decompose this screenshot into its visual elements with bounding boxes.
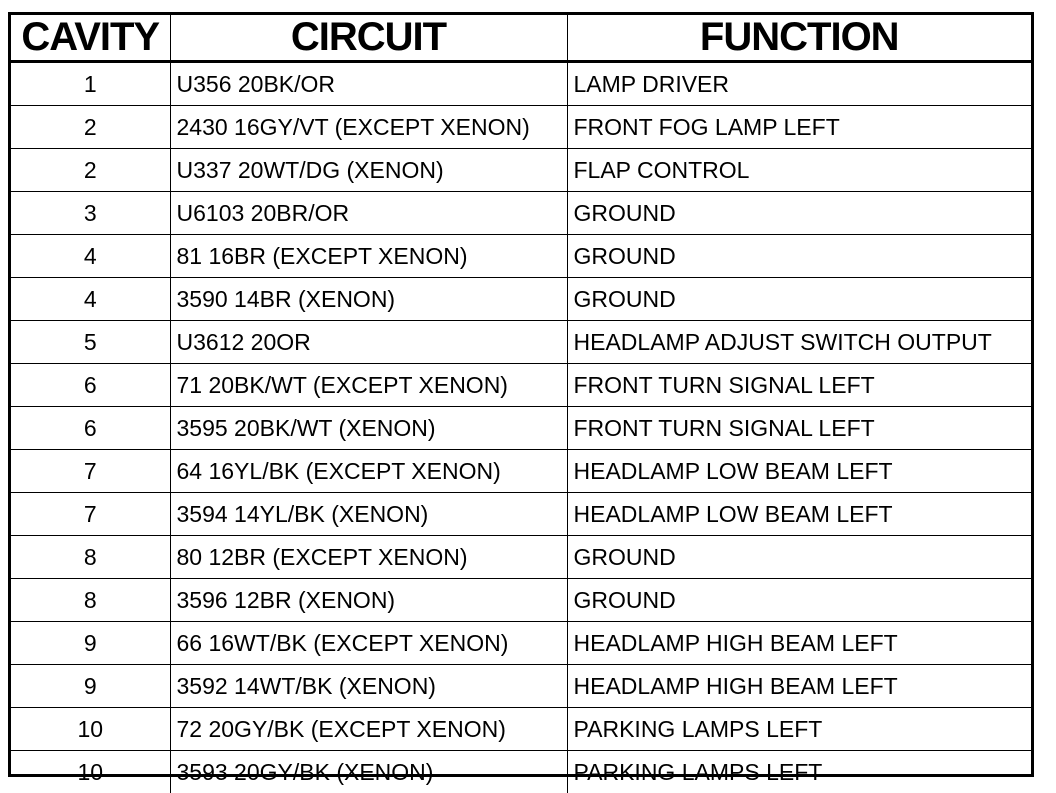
cavity-cell: 10 — [11, 751, 170, 793]
table-row — [11, 407, 1031, 450]
function-cell: PARKING LAMPS LEFT — [567, 751, 1031, 793]
cavity-cell: 3 — [11, 192, 170, 235]
table-row — [11, 106, 1031, 149]
cavity-cell: 8 — [11, 536, 170, 579]
function-cell: GROUND — [567, 278, 1031, 321]
cavity-cell: 6 — [11, 364, 170, 407]
table-row — [11, 149, 1031, 192]
function-cell: PARKING LAMPS LEFT — [567, 708, 1031, 751]
cavity-cell: 2 — [11, 106, 170, 149]
function-cell: HEADLAMP LOW BEAM LEFT — [567, 450, 1031, 493]
circuit-cell: 3592 14WT/BK (XENON) — [170, 665, 567, 708]
table-row — [11, 192, 1031, 235]
function-cell: HEADLAMP ADJUST SWITCH OUTPUT — [567, 321, 1031, 364]
table-row — [11, 708, 1031, 751]
table-body — [11, 62, 1031, 793]
function-cell: GROUND — [567, 536, 1031, 579]
circuit-cell: 72 20GY/BK (EXCEPT XENON) — [170, 708, 567, 751]
table-row — [11, 751, 1031, 793]
cavity-cell: 8 — [11, 579, 170, 622]
circuit-cell: 3596 12BR (XENON) — [170, 579, 567, 622]
table-row — [11, 62, 1031, 106]
cavity-cell: 5 — [11, 321, 170, 364]
table-row — [11, 536, 1031, 579]
cavity-cell: 9 — [11, 665, 170, 708]
circuit-cell: 3595 20BK/WT (XENON) — [170, 407, 567, 450]
table-row — [11, 493, 1031, 536]
circuit-cell: 3590 14BR (XENON) — [170, 278, 567, 321]
function-cell: HEADLAMP HIGH BEAM LEFT — [567, 622, 1031, 665]
header-cavity: CAVITY — [11, 15, 170, 62]
cavity-cell: 7 — [11, 493, 170, 536]
function-cell: FLAP CONTROL — [567, 149, 1031, 192]
cavity-cell: 9 — [11, 622, 170, 665]
table-row — [11, 321, 1031, 364]
circuit-cell: 2430 16GY/VT (EXCEPT XENON) — [170, 106, 567, 149]
circuit-cell: U356 20BK/OR — [170, 62, 567, 106]
cavity-cell: 7 — [11, 450, 170, 493]
function-cell: HEADLAMP LOW BEAM LEFT — [567, 493, 1031, 536]
circuit-cell: 81 16BR (EXCEPT XENON) — [170, 235, 567, 278]
cavity-cell: 2 — [11, 149, 170, 192]
function-cell: FRONT TURN SIGNAL LEFT — [567, 364, 1031, 407]
function-cell: GROUND — [567, 235, 1031, 278]
circuit-cell: 64 16YL/BK (EXCEPT XENON) — [170, 450, 567, 493]
circuit-cell: U6103 20BR/OR — [170, 192, 567, 235]
cavity-cell: 4 — [11, 278, 170, 321]
table-row — [11, 665, 1031, 708]
circuit-cell: 80 12BR (EXCEPT XENON) — [170, 536, 567, 579]
table-row — [11, 622, 1031, 665]
function-cell: GROUND — [567, 192, 1031, 235]
circuit-cell: U3612 20OR — [170, 321, 567, 364]
function-cell: HEADLAMP HIGH BEAM LEFT — [567, 665, 1031, 708]
table-row — [11, 235, 1031, 278]
cavity-cell: 6 — [11, 407, 170, 450]
table-row — [11, 278, 1031, 321]
table-row — [11, 364, 1031, 407]
table-row — [11, 450, 1031, 493]
function-cell: FRONT TURN SIGNAL LEFT — [567, 407, 1031, 450]
function-cell: FRONT FOG LAMP LEFT — [567, 106, 1031, 149]
circuit-cell: U337 20WT/DG (XENON) — [170, 149, 567, 192]
circuit-cell: 66 16WT/BK (EXCEPT XENON) — [170, 622, 567, 665]
header-function: FUNCTION — [567, 15, 1031, 62]
table-header — [11, 15, 1031, 62]
header-circuit: CIRCUIT — [170, 15, 567, 62]
circuit-cell: 3593 20GY/BK (XENON) — [170, 751, 567, 793]
function-cell: LAMP DRIVER — [567, 62, 1031, 106]
circuit-cell: 3594 14YL/BK (XENON) — [170, 493, 567, 536]
table-row — [11, 579, 1031, 622]
function-cell: GROUND — [567, 579, 1031, 622]
connector-pinout-table — [11, 15, 1031, 793]
cavity-cell: 4 — [11, 235, 170, 278]
circuit-cell: 71 20BK/WT (EXCEPT XENON) — [170, 364, 567, 407]
cavity-cell: 1 — [11, 62, 170, 106]
connector-pinout-table-frame — [8, 12, 1034, 777]
cavity-cell: 10 — [11, 708, 170, 751]
header-row — [11, 15, 1031, 62]
